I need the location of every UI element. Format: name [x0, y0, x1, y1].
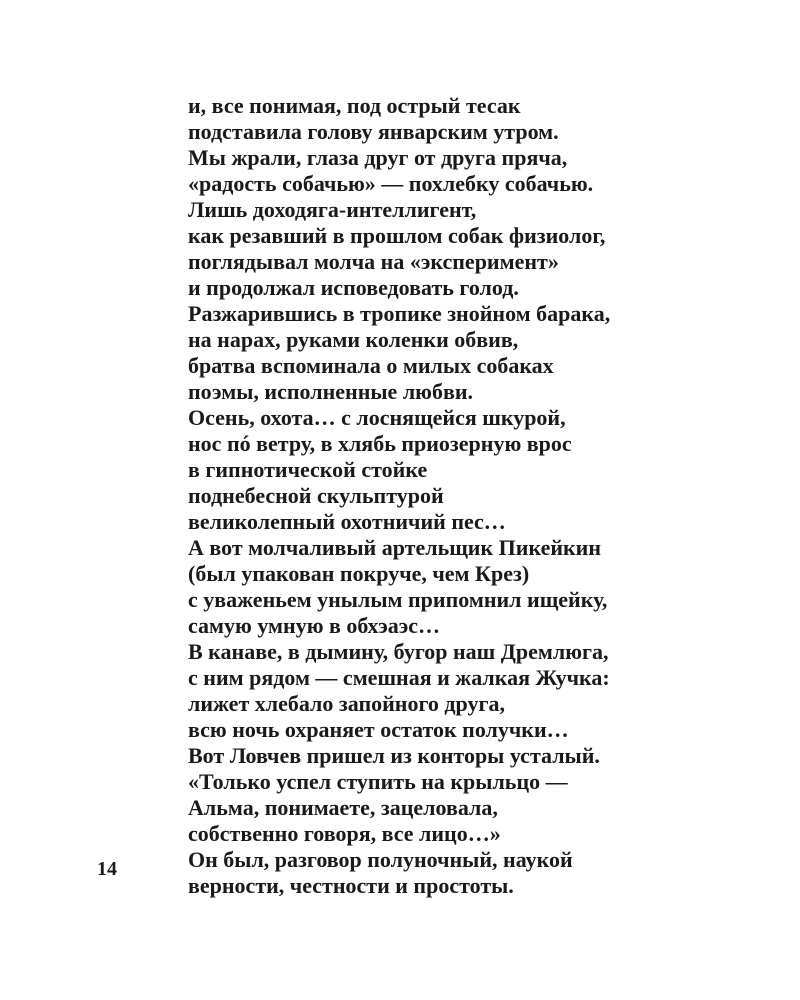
poem-line: поднебесной скульптурой: [188, 483, 444, 508]
poem-line: великолепный охотничий пес…: [188, 509, 506, 534]
poem-line: Осень, охота… с лоснящейся шкурой,: [188, 405, 566, 430]
poem-line: и продолжал исповедовать голод.: [188, 275, 519, 300]
poem-line: Мы жрали, глаза друг от друга пряча,: [188, 145, 568, 170]
poem-line: на нарах, руками коленки обвив,: [188, 327, 519, 352]
poem-line: (был упакован покруче, чем Крез): [188, 561, 530, 586]
poem-line: нос пó ветру, в хлябь приозерную врос: [188, 431, 572, 456]
poem-line: братва вспоминала о милых собаках: [188, 353, 554, 378]
poem-line: поэмы, исполненные любви.: [188, 379, 474, 404]
poem-text: [188, 93, 610, 899]
poem-line: подставила голову январским утром.: [188, 119, 559, 144]
poem-line: А вот молчаливый артельщик Пикейкин: [188, 535, 602, 560]
poem-line: с ним рядом — смешная и жалкая Жучка:: [188, 665, 610, 690]
poem-line: «Только успел ступить на крыльцо —: [188, 769, 568, 794]
poem-line: лижет хлебало запойного друга,: [188, 691, 505, 716]
poem-line: В канаве, в дымину, бугор наш Дремлюга,: [188, 639, 609, 664]
poem-line: собственно говоря, все лицо…»: [188, 821, 501, 846]
poem-line: Альма, понимаете, зацеловала,: [188, 795, 498, 820]
poem-line: Он был, разговор полуночный, наукой: [188, 847, 573, 872]
poem-line: Вот Ловчев пришел из конторы усталый.: [188, 743, 600, 768]
poem-line: Разжарившись в тропике знойном барака,: [188, 301, 611, 326]
poem-line: всю ночь охраняет остаток получки…: [188, 717, 569, 742]
poem-line: верности, честности и простоты.: [188, 873, 514, 898]
poem-line: поглядывал молча на «эксперимент»: [188, 249, 559, 274]
poem-line: и, все понимая, под острый тесак: [188, 93, 521, 118]
poem-line: как резавший в прошлом собак физиолог,: [188, 223, 606, 248]
page-number: 14: [97, 858, 117, 880]
poem-line: самую умную в обхэаэс…: [188, 613, 441, 638]
poem-line: «радость собачью» — похлебку собачью.: [188, 171, 594, 196]
poem-line: с уваженьем унылым припомнил ищейку,: [188, 587, 608, 612]
poem-line: Лишь доходяга-интеллигент,: [188, 197, 477, 222]
poem-line: в гипнотической стойке: [188, 457, 428, 482]
